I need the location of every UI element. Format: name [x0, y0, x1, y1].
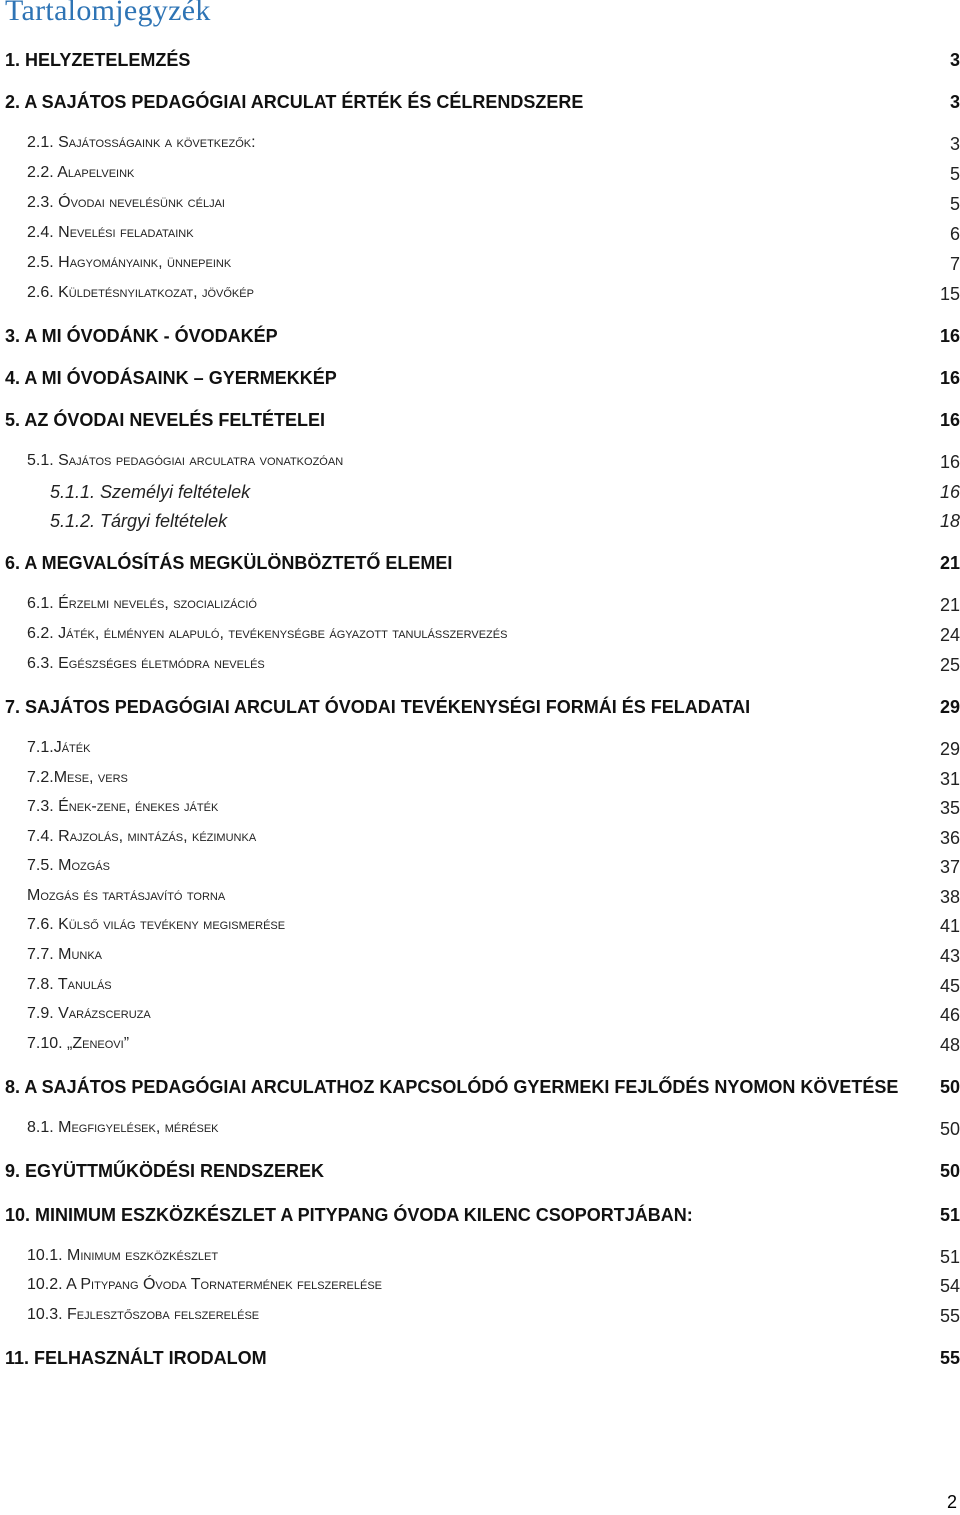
toc-entry[interactable]: [0, 511, 960, 532]
toc-entry[interactable]: [0, 194, 960, 212]
toc-entry-label: 7.6. Külső világ tevékeny megismerése: [27, 916, 286, 933]
toc-entry-page: 55: [939, 1306, 960, 1326]
toc-entry[interactable]: [0, 482, 960, 503]
toc-entry-label: 3. A MI ÓVODÁNK - ÓVODAKÉP: [5, 326, 278, 346]
toc-entry-page: 24: [939, 625, 960, 645]
toc-entry-page: 50: [939, 1161, 960, 1181]
toc-entry[interactable]: [0, 1306, 960, 1324]
document-title: Tartalomjegyzék: [5, 0, 211, 27]
toc-entry-label: 2.6. Küldetésnyilatkozat, jövőkép: [27, 284, 254, 301]
toc-entry-page: 5: [949, 194, 960, 214]
toc-entry-label: 7.3. Ének-zene, énekes játék: [27, 798, 219, 815]
toc-entry[interactable]: [0, 452, 960, 470]
toc-entry-label: 10.3. Fejlesztőszoba felszerelése: [27, 1306, 260, 1323]
toc-entry[interactable]: [0, 410, 960, 431]
toc-entry-label: 2.2. Alapelveink: [27, 164, 135, 181]
toc-entry[interactable]: [0, 164, 960, 182]
toc-entry-page: 51: [939, 1205, 960, 1225]
toc-entry-page: 16: [939, 326, 960, 346]
toc-entry-page: 50: [939, 1077, 960, 1097]
toc-entry-page: 3: [949, 50, 960, 70]
toc-entry[interactable]: [0, 1247, 960, 1265]
toc-entry[interactable]: [0, 976, 960, 994]
toc-entry-label: 7.4. Rajzolás, mintázás, kézimunka: [27, 828, 257, 845]
toc-entry[interactable]: [0, 739, 960, 757]
toc-entry[interactable]: [0, 254, 960, 272]
toc-entry-page: 3: [949, 92, 960, 112]
toc-entry-label: 2.3. Óvodai nevelésünk céljai: [27, 194, 225, 211]
toc-entry-label: 6.3. Egészséges életmódra nevelés: [27, 655, 265, 672]
toc-entry[interactable]: [0, 1119, 960, 1137]
toc-entry-label: 10.1. Minimum eszközkészlet: [27, 1247, 219, 1264]
toc-entry-page: 54: [939, 1276, 960, 1296]
toc-entry[interactable]: [0, 595, 960, 613]
toc-entry-page: 16: [939, 482, 960, 502]
toc-entry-label: 8.1. Megfigyelések, mérések: [27, 1119, 219, 1136]
toc-entry-label: 2.1. Sajátosságaink a következők:: [27, 134, 256, 151]
toc-entry[interactable]: [0, 916, 960, 934]
toc-entry-label: 7.10. „Zeneovi”: [27, 1035, 130, 1052]
toc-entry-page: 45: [939, 976, 960, 996]
toc-entry-page: 25: [939, 655, 960, 675]
toc-entry-label: 5.1.1. Személyi feltételek: [50, 482, 251, 502]
toc-entry-page: 36: [939, 828, 960, 848]
toc-entry[interactable]: [0, 50, 960, 71]
toc-entry[interactable]: [0, 1205, 960, 1226]
toc-entry-label: Mozgás és tartásjavító torna: [27, 887, 226, 904]
toc-entry[interactable]: [0, 134, 960, 152]
toc-entry-page: 16: [939, 368, 960, 388]
toc-entry[interactable]: [0, 887, 960, 905]
toc-entry-page: 5: [949, 164, 960, 184]
toc-entry[interactable]: [0, 828, 960, 846]
toc-entry[interactable]: [0, 1005, 960, 1023]
toc-entry-label: 6. A MEGVALÓSÍTÁS MEGKÜLÖNBÖZTETŐ ELEMEI: [5, 553, 453, 573]
toc-entry-page: 55: [939, 1348, 960, 1368]
toc-entry-label: 6.1. Érzelmi nevelés, szocializáció: [27, 595, 257, 612]
toc-entry[interactable]: [0, 946, 960, 964]
toc-entry-label: 9. EGYÜTTMŰKÖDÉSI RENDSZEREK: [5, 1161, 325, 1181]
toc-entry-page: 15: [939, 284, 960, 304]
toc-entry[interactable]: [0, 625, 960, 643]
toc-entry[interactable]: [0, 92, 960, 113]
toc-entry-label: 2.4. Nevelési feladataink: [27, 224, 194, 241]
toc-entry[interactable]: [0, 326, 960, 347]
toc-entry-page: 31: [939, 769, 960, 789]
toc-entry-label: 6.2. Játék, élményen alapuló, tevékenységbe ágyazott tanulásszervezés: [27, 625, 508, 642]
toc-entry-page: 21: [939, 595, 960, 615]
page-number: 2: [946, 1492, 957, 1512]
toc-entry-label: 5. AZ ÓVODAI NEVELÉS FELTÉTELEI: [5, 410, 326, 430]
toc-entry-label: 7.7. Munka: [27, 946, 103, 963]
toc-entry-label: 11. FELHASZNÁLT IRODALOM: [5, 1348, 267, 1368]
toc-entry-label: 7. SAJÁTOS PEDAGÓGIAI ARCULAT ÓVODAI TEVÉKENYSÉGI FORMÁI ÉS FELADATAI: [5, 697, 751, 717]
toc-entry[interactable]: [0, 697, 960, 718]
toc-entry-label: 4. A MI ÓVODÁSAINK – GYERMEKKÉP: [5, 368, 337, 388]
toc-entry-page: 46: [939, 1005, 960, 1025]
toc-entry-label: 2. A SAJÁTOS PEDAGÓGIAI ARCULAT ÉRTÉK ÉS CÉLRENDSZERE: [5, 92, 584, 112]
toc-entry-page: 18: [939, 511, 960, 531]
toc-entry-page: 29: [939, 739, 960, 759]
toc-entry-page: 21: [939, 553, 960, 573]
toc-entry[interactable]: [0, 1035, 960, 1053]
toc-entry[interactable]: [0, 224, 960, 242]
toc-entry[interactable]: [0, 857, 960, 875]
toc-entry[interactable]: [0, 769, 960, 787]
toc-entry[interactable]: [0, 798, 960, 816]
toc-entry[interactable]: [0, 553, 960, 574]
toc-entry-page: 29: [939, 697, 960, 717]
toc-entry-label: 7.2.Mese, vers: [27, 769, 128, 786]
toc-entry-label: 1. HELYZETELEMZÉS: [5, 50, 191, 70]
toc-entry-page: 41: [939, 916, 960, 936]
toc-entry-label: 8. A SAJÁTOS PEDAGÓGIAI ARCULATHOZ KAPCSOLÓDÓ GYERMEKI FEJLŐDÉS NYOMON KÖVETÉSE: [5, 1077, 899, 1097]
toc-entry-page: 16: [939, 410, 960, 430]
toc-entry-label: 10.2. A Pitypang Óvoda Tornatermének felszerelése: [27, 1276, 383, 1293]
toc-entry-page: 3: [949, 134, 960, 154]
toc-entry[interactable]: [0, 655, 960, 673]
toc-entry[interactable]: [0, 1161, 960, 1182]
toc-entry-page: 37: [939, 857, 960, 877]
toc-entry-label: 2.5. Hagyományaink, ünnepeink: [27, 254, 232, 271]
toc-entry-page: 16: [939, 452, 960, 472]
toc-entry-label: 7.5. Mozgás: [27, 857, 110, 874]
toc-entry[interactable]: [0, 284, 960, 302]
toc-entry-page: 51: [939, 1247, 960, 1267]
toc-entry[interactable]: [0, 1077, 960, 1098]
toc-entry-label: 7.1.Játék: [27, 739, 91, 756]
toc-entry[interactable]: [0, 368, 960, 389]
toc-entry-page: 43: [939, 946, 960, 966]
toc-entry[interactable]: [0, 1276, 960, 1294]
toc-entry[interactable]: [0, 1348, 960, 1369]
toc-entry-page: 35: [939, 798, 960, 818]
toc-entry-label: 10. MINIMUM ESZKÖZKÉSZLET A PITYPANG ÓVODA KILENC CSOPORTJÁBAN:: [5, 1205, 693, 1225]
toc-entry-page: 38: [939, 887, 960, 907]
toc-entry-page: 6: [949, 224, 960, 244]
toc-entry-page: 7: [949, 254, 960, 274]
toc-entry-label: 5.1.2. Tárgyi feltételek: [50, 511, 228, 531]
toc-entry-page: 50: [939, 1119, 960, 1139]
toc-entry-label: 5.1. Sajátos pedagógiai arculatra vonatkozóan: [27, 452, 344, 469]
toc-entry-label: 7.8. Tanulás: [27, 976, 112, 993]
toc-entry-page: 48: [939, 1035, 960, 1055]
toc-entry-label: 7.9. Varázsceruza: [27, 1005, 151, 1022]
